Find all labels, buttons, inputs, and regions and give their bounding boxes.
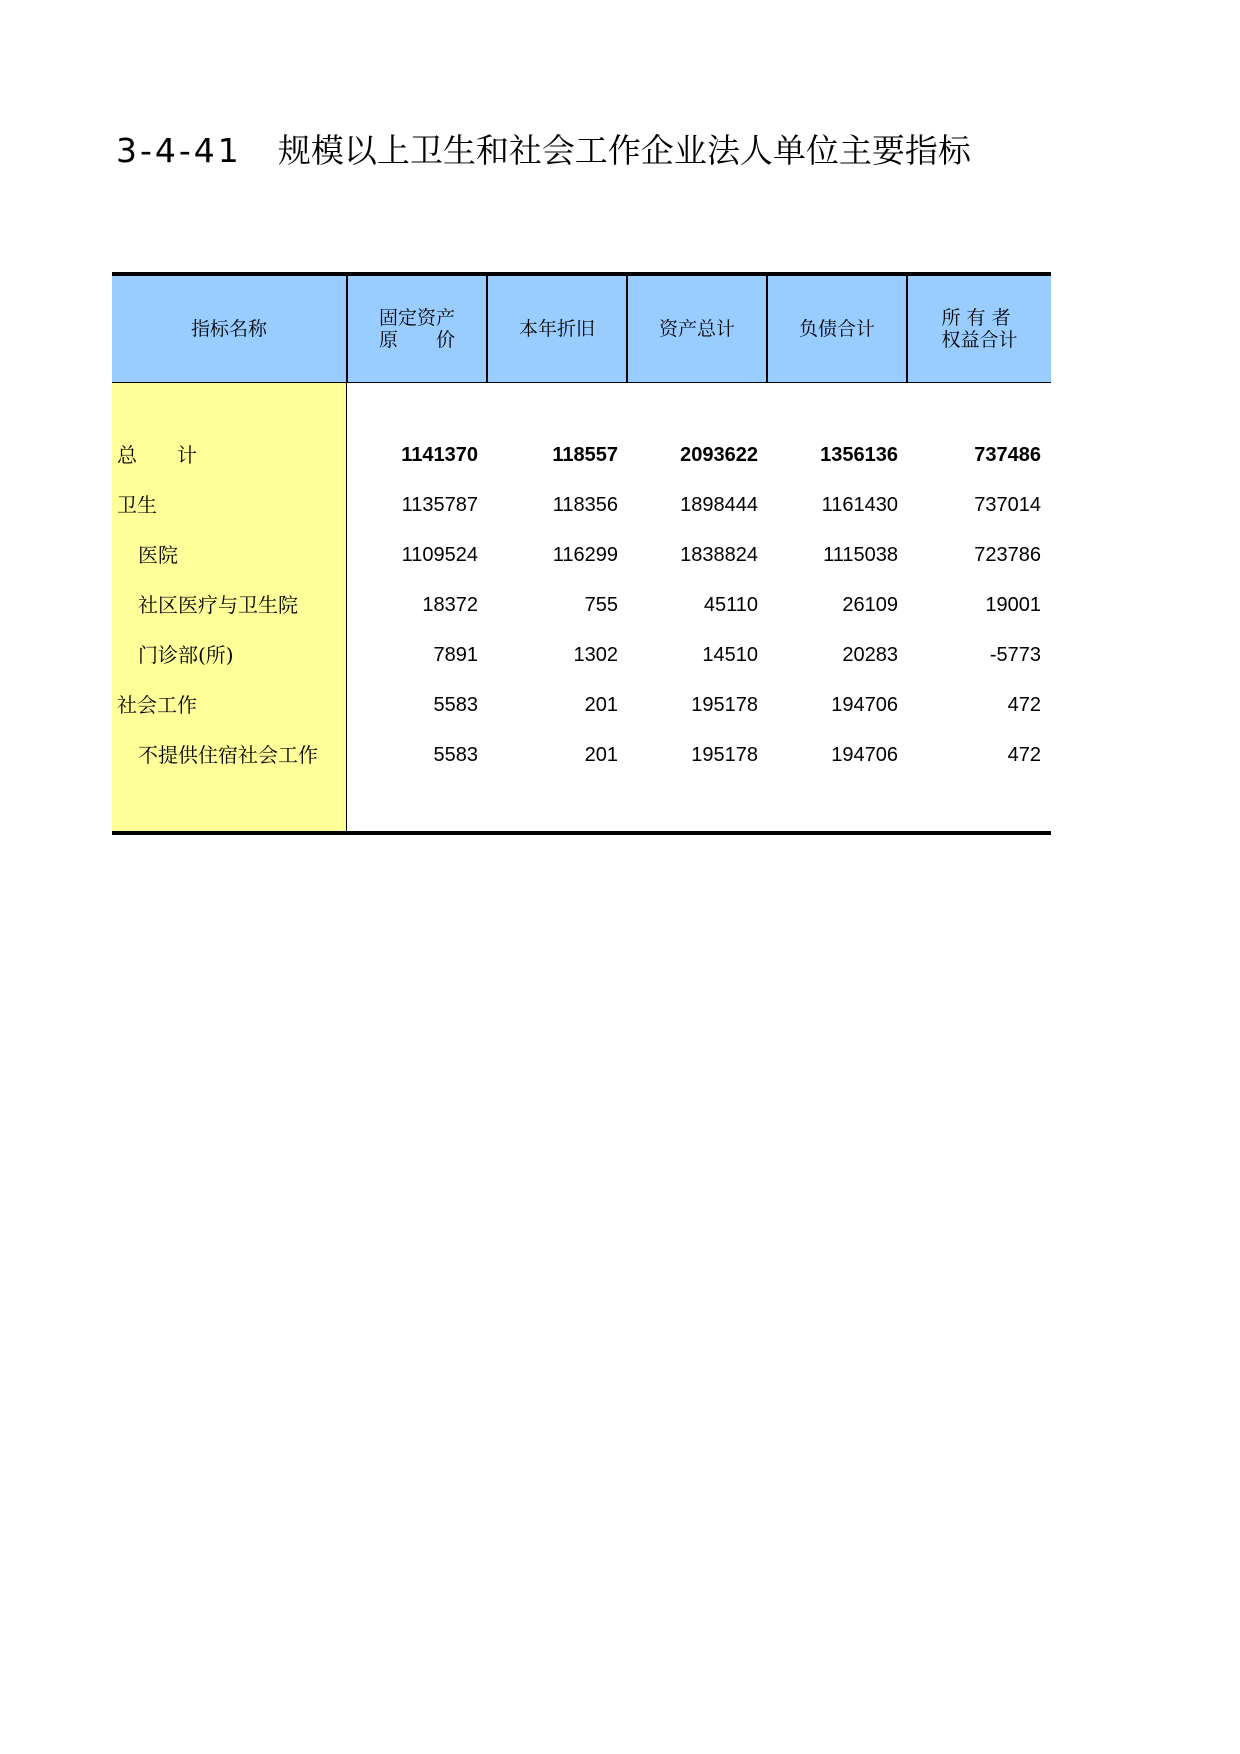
cell-depreciation: 118356 [552,494,618,516]
cell-fixed-assets: 1109524 [401,544,478,566]
table-row [112,530,1051,580]
table-row [112,480,1051,530]
header-total-assets: 资产总计 [658,318,735,340]
table-header [112,276,1051,382]
cell-depreciation: 201 [584,694,618,716]
header-divider [906,276,908,382]
cell-total-assets: 1898444 [680,494,758,516]
header-divider [486,276,488,382]
row-label: 门诊部(所) [138,643,234,667]
cell-depreciation: 116299 [552,544,618,566]
cell-owners-equity: 472 [1007,744,1041,766]
cell-owners-equity: 723786 [974,544,1041,566]
cell-depreciation: 201 [584,744,618,766]
cell-fixed-assets: 7891 [433,644,478,666]
row-label: 总 计 [117,443,197,467]
cell-owners-equity: 737486 [974,444,1041,466]
cell-total-assets: 14510 [702,644,758,666]
header-indicator-name: 指标名称 [190,318,267,340]
header-owners-equity: 所 有 者 权益合计 [941,307,1018,351]
cell-total-assets: 2093622 [680,444,758,466]
header-fixed-assets: 固定资产 原 价 [378,307,455,351]
header-total-liabilities: 负债合计 [798,318,875,340]
cell-fixed-assets: 1135787 [401,494,478,516]
cell-depreciation: 118557 [552,444,618,466]
table-number: 3-4-41 [116,131,242,170]
cell-fixed-assets: 5583 [433,744,478,766]
cell-depreciation: 755 [584,594,618,616]
table-row [112,580,1051,630]
cell-fixed-assets: 5583 [433,694,478,716]
row-label: 社区医疗与卫生院 [138,593,298,617]
cell-total-liabilities: 194706 [831,694,898,716]
row-label: 社会工作 [117,693,197,717]
table-row [112,730,1051,780]
row-label: 卫生 [117,493,157,517]
table-row [112,680,1051,730]
header-divider [346,276,348,382]
row-label: 不提供住宿社会工作 [138,743,318,767]
header-divider [626,276,628,382]
cell-depreciation: 1302 [573,644,618,666]
cell-total-assets: 195178 [691,744,758,766]
cell-total-liabilities: 194706 [831,744,898,766]
table-row [112,630,1051,680]
cell-total-liabilities: 26109 [842,594,898,616]
header-depreciation: 本年折旧 [518,318,595,340]
cell-fixed-assets: 18372 [422,594,478,616]
cell-owners-equity: 737014 [974,494,1041,516]
cell-total-assets: 195178 [691,694,758,716]
cell-total-liabilities: 1356136 [820,444,898,466]
cell-total-assets: 45110 [703,594,758,616]
cell-fixed-assets: 1141370 [401,444,478,466]
cell-owners-equity: -5773 [989,644,1041,666]
table-bottom-rule [112,831,1051,835]
cell-owners-equity: 472 [1007,694,1041,716]
table-title: 规模以上卫生和社会工作企业法人单位主要指标 [277,131,971,170]
table-row-total [112,430,1051,480]
cell-total-liabilities: 1161430 [821,494,898,516]
cell-total-liabilities: 20283 [842,644,898,666]
cell-total-liabilities: 1115038 [823,544,898,566]
cell-total-assets: 1838824 [680,544,758,566]
header-divider [766,276,768,382]
page-title [116,126,971,176]
row-label: 医院 [138,543,178,567]
cell-owners-equity: 19001 [985,594,1041,616]
